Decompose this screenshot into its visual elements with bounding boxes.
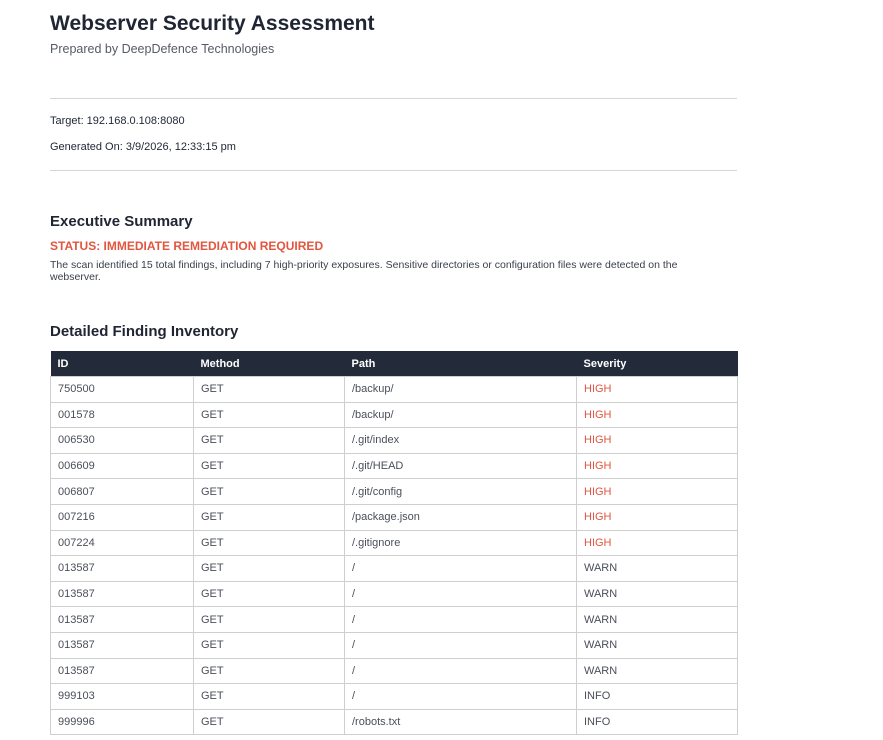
finding-severity-cell: HIGH bbox=[577, 402, 738, 428]
table-row bbox=[51, 479, 738, 505]
finding-severity-cell: HIGH bbox=[577, 530, 738, 556]
finding-id-cell: 006609 bbox=[51, 453, 194, 479]
finding-path-cell: /package.json bbox=[345, 504, 577, 530]
report-title: Webserver Security Assessment bbox=[50, 12, 375, 35]
inventory-heading: Detailed Finding Inventory bbox=[50, 323, 239, 340]
table-row bbox=[51, 504, 738, 530]
table-row bbox=[51, 428, 738, 454]
finding-id-cell: 750500 bbox=[51, 377, 194, 403]
table-row bbox=[51, 453, 738, 479]
finding-method-cell: GET bbox=[194, 709, 345, 735]
finding-severity-cell: WARN bbox=[577, 632, 738, 658]
finding-path-cell: / bbox=[345, 556, 577, 582]
finding-severity-cell: HIGH bbox=[577, 428, 738, 454]
finding-method-cell: GET bbox=[194, 377, 345, 403]
table-row bbox=[51, 530, 738, 556]
finding-path-cell: /backup/ bbox=[345, 402, 577, 428]
divider-bottom bbox=[50, 170, 737, 171]
finding-id-cell: 006807 bbox=[51, 479, 194, 505]
column-header-severity: Severity bbox=[577, 351, 738, 377]
findings-table-wrap bbox=[50, 351, 737, 729]
finding-severity-cell: WARN bbox=[577, 556, 738, 582]
finding-severity-cell: HIGH bbox=[577, 479, 738, 505]
finding-id-cell: 013587 bbox=[51, 658, 194, 684]
finding-severity-cell: HIGH bbox=[577, 504, 738, 530]
table-row bbox=[51, 581, 738, 607]
finding-method-cell: GET bbox=[194, 428, 345, 454]
table-row bbox=[51, 658, 738, 684]
generated-line: Generated On: 3/9/2026, 12:33:15 pm bbox=[50, 141, 236, 153]
finding-severity-cell: WARN bbox=[577, 581, 738, 607]
findings-body bbox=[51, 377, 738, 735]
finding-id-cell: 007216 bbox=[51, 504, 194, 530]
executive-summary-heading: Executive Summary bbox=[50, 213, 193, 230]
finding-path-cell: /.git/index bbox=[345, 428, 577, 454]
finding-path-cell: / bbox=[345, 632, 577, 658]
finding-severity-cell: INFO bbox=[577, 684, 738, 710]
finding-severity-cell: WARN bbox=[577, 658, 738, 684]
finding-method-cell: GET bbox=[194, 479, 345, 505]
table-row bbox=[51, 709, 738, 735]
table-row bbox=[51, 556, 738, 582]
column-header-path: Path bbox=[345, 351, 577, 377]
finding-id-cell: 006530 bbox=[51, 428, 194, 454]
table-header-row bbox=[51, 351, 738, 377]
summary-text: The scan identified 15 total findings, including 7 high-priority exposures. Sensitive directories or configuration files were detected on the webserver. bbox=[50, 259, 678, 283]
finding-method-cell: GET bbox=[194, 607, 345, 633]
finding-path-cell: / bbox=[345, 684, 577, 710]
report-subtitle: Prepared by DeepDefence Technologies bbox=[50, 42, 275, 56]
status-banner: STATUS: IMMEDIATE REMEDIATION REQUIRED bbox=[50, 239, 324, 253]
finding-method-cell: GET bbox=[194, 402, 345, 428]
finding-severity-cell: WARN bbox=[577, 607, 738, 633]
divider-top bbox=[50, 98, 737, 99]
finding-id-cell: 013587 bbox=[51, 607, 194, 633]
finding-method-cell: GET bbox=[194, 504, 345, 530]
finding-path-cell: /.gitignore bbox=[345, 530, 577, 556]
finding-severity-cell: HIGH bbox=[577, 377, 738, 403]
finding-path-cell: / bbox=[345, 658, 577, 684]
column-header-method: Method bbox=[194, 351, 345, 377]
finding-method-cell: GET bbox=[194, 632, 345, 658]
finding-path-cell: /.git/HEAD bbox=[345, 453, 577, 479]
finding-method-cell: GET bbox=[194, 658, 345, 684]
finding-path-cell: /backup/ bbox=[345, 377, 577, 403]
finding-id-cell: 013587 bbox=[51, 556, 194, 582]
findings-table bbox=[50, 351, 738, 735]
table-row bbox=[51, 402, 738, 428]
finding-path-cell: / bbox=[345, 607, 577, 633]
table-row bbox=[51, 607, 738, 633]
finding-path-cell: / bbox=[345, 581, 577, 607]
table-row bbox=[51, 377, 738, 403]
finding-path-cell: /.git/config bbox=[345, 479, 577, 505]
finding-method-cell: GET bbox=[194, 684, 345, 710]
finding-id-cell: 999996 bbox=[51, 709, 194, 735]
finding-id-cell: 999103 bbox=[51, 684, 194, 710]
target-line: Target: 192.168.0.108:8080 bbox=[50, 115, 185, 127]
finding-method-cell: GET bbox=[194, 530, 345, 556]
column-header-id: ID bbox=[51, 351, 194, 377]
finding-id-cell: 001578 bbox=[51, 402, 194, 428]
finding-id-cell: 013587 bbox=[51, 632, 194, 658]
table-row bbox=[51, 632, 738, 658]
finding-method-cell: GET bbox=[194, 581, 345, 607]
finding-method-cell: GET bbox=[194, 453, 345, 479]
finding-method-cell: GET bbox=[194, 556, 345, 582]
finding-id-cell: 007224 bbox=[51, 530, 194, 556]
table-row bbox=[51, 684, 738, 710]
finding-path-cell: /robots.txt bbox=[345, 709, 577, 735]
finding-severity-cell: INFO bbox=[577, 709, 738, 735]
finding-id-cell: 013587 bbox=[51, 581, 194, 607]
finding-severity-cell: HIGH bbox=[577, 453, 738, 479]
